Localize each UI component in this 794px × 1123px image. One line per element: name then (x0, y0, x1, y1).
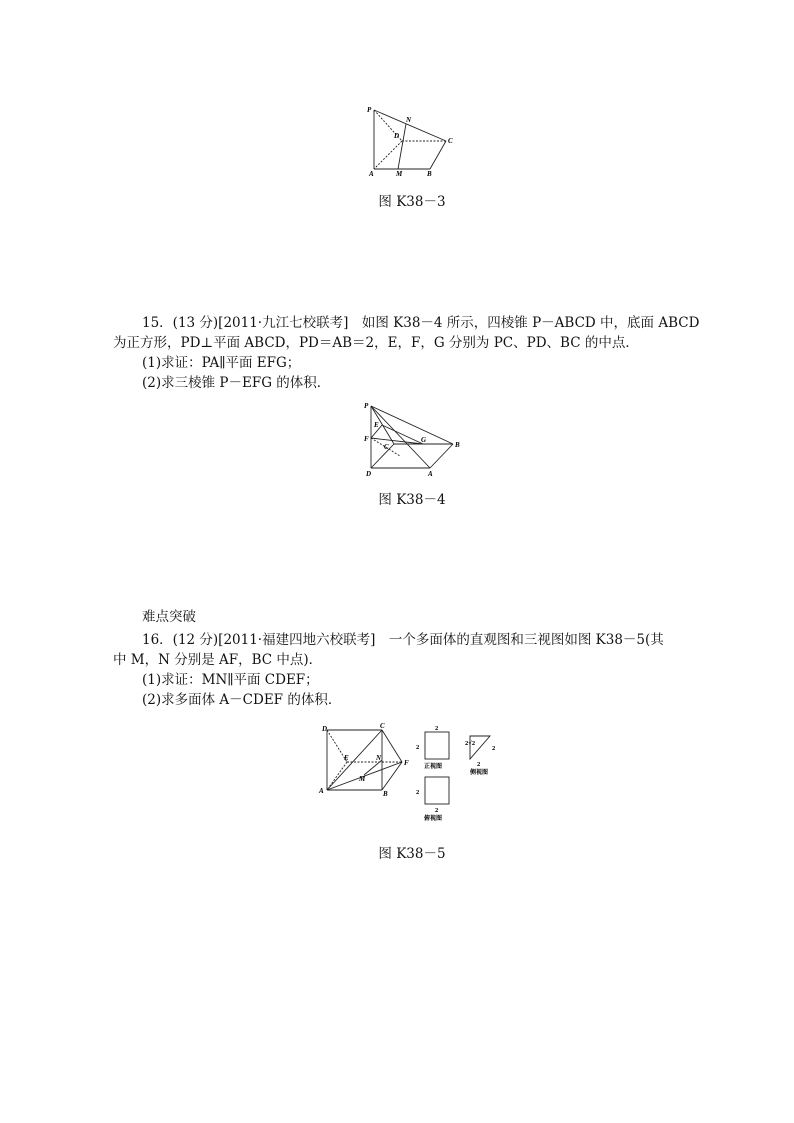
top-view-bottom-dimension: 2 (435, 807, 439, 814)
label-f: F (404, 759, 409, 767)
side-view-hypotenuse-dimension: 2√2 (465, 740, 476, 747)
figure-k38-5-three-views (410, 720, 510, 828)
label-c: C (380, 722, 385, 730)
label-m: M (359, 775, 366, 783)
label-g: G (421, 436, 427, 444)
side-view-right-dimension: 2 (492, 745, 496, 752)
front-view-square (425, 732, 449, 759)
label-e: E (344, 754, 349, 762)
label-d: D (322, 725, 328, 733)
problem-15-line-2: 为正方形，PD⊥平面 ABCD，PD＝AB＝2，E，F，G 分别为 PC、PD、BC 的中点． (113, 335, 639, 351)
figure-caption-k38-4: 图 K38－4 (378, 492, 446, 508)
label-p: P (367, 106, 372, 114)
label-a: A (428, 470, 433, 478)
problem-16-line-2: 中 M，N 分别是 AF，BC 中点)． (113, 652, 323, 668)
label-e: E (374, 421, 379, 429)
top-view-left-dimension: 2 (416, 789, 420, 796)
top-view-label: 俯视图 (424, 816, 443, 822)
front-view-label: 正视图 (424, 764, 443, 770)
figure-k38-3 (360, 100, 460, 180)
figure-caption-k38-3: 图 K38－3 (378, 194, 446, 210)
label-d: D (366, 470, 372, 478)
label-c: C (448, 137, 453, 145)
front-view-left-dimension: 2 (416, 744, 420, 751)
problem-16-part-1: (1)求证：MN∥平面 CDEF； (142, 672, 319, 688)
problem-15-part-2: (2)求三棱锥 P－EFG 的体积． (142, 375, 331, 391)
problem-15-part-1: (1)求证：PA∥平面 EFG； (142, 355, 301, 371)
section-title: 难点突破 (142, 609, 196, 625)
label-a: A (319, 787, 324, 795)
label-p: P (364, 402, 369, 410)
label-b: B (383, 790, 388, 798)
side-view-label: 侧视图 (470, 770, 489, 776)
label-m: M (396, 170, 403, 178)
label-n: N (406, 116, 412, 124)
front-view-top-dimension: 2 (435, 725, 439, 732)
label-f: F (364, 435, 369, 443)
label-d: D (394, 132, 400, 140)
side-view-bottom-dimension: 2 (477, 761, 481, 768)
top-view-square (425, 777, 449, 804)
label-b: B (455, 441, 460, 449)
label-c: C (384, 443, 389, 451)
label-b: B (427, 170, 432, 178)
figure-k38-4 (360, 398, 465, 480)
problem-16-line-1: 16．(12 分)[2011·福建四地六校联考] 一个多面体的直观图和三视图如图 K38－5(其 (142, 632, 664, 648)
label-n: N (376, 754, 382, 762)
label-a: A (369, 170, 374, 178)
figure-caption-k38-5: 图 K38－5 (378, 846, 446, 862)
problem-16-part-2: (2)求多面体 A－CDEF 的体积． (142, 692, 342, 708)
figure-k38-5-perspective (316, 720, 411, 802)
problem-15-line-1: 15．(13 分)[2011·九江七校联考] 如图 K38－4 所示，四棱锥 P－ABCD 中，底面 ABCD (142, 315, 700, 331)
